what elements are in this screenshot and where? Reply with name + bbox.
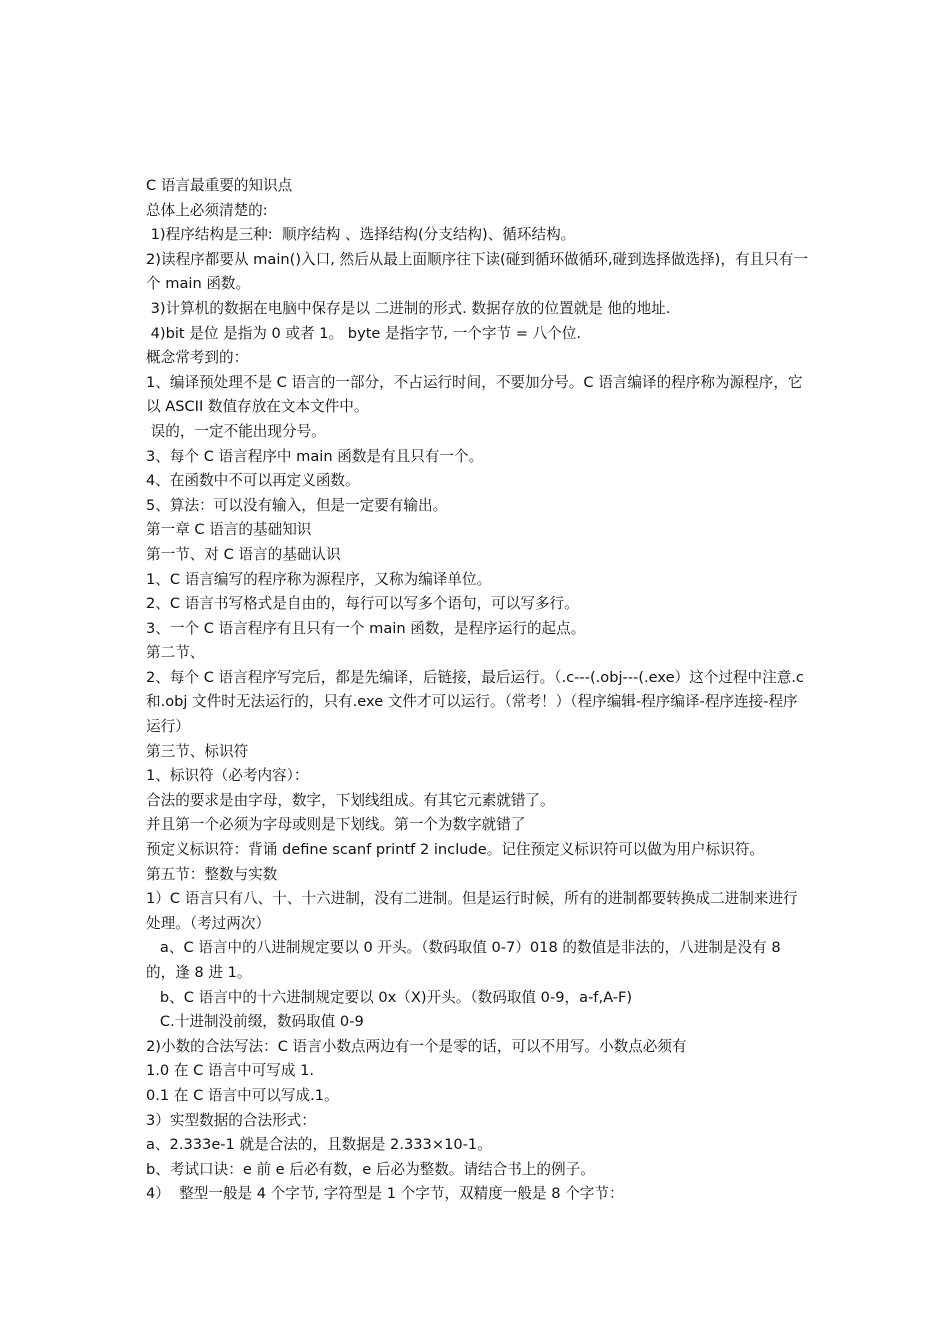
- doc-line: C.十进制没前缀，数码取值 0-9: [146, 1013, 364, 1031]
- doc-line: 3)计算机的数据在电脑中保存是以 二进制的形式. 数据存放的位置就是 他的地址.: [146, 299, 671, 317]
- doc-line: 1、C 语言编写的程序称为源程序，又称为编译单位。: [146, 570, 492, 588]
- doc-line: a、C 语言中的八进制规定要以 0 开头。（数码取值 0-7）018 的数值是非法的，八进制是没有 8 的，逢 8 进 1。: [146, 939, 786, 981]
- doc-line: b、C 语言中的十六进制规定要以 0x（X)开头。（数码取值 0-9，a-f,A-F): [146, 988, 633, 1006]
- doc-line: 2、C 语言书写格式是自由的，每行可以写多个语句，可以写多行。: [146, 595, 579, 613]
- doc-line: a、2.333e-1 就是合法的，且数据是 2.333×10-1。: [146, 1136, 492, 1154]
- doc-line: 2)小数的合法写法：C 语言小数点两边有一个是零的话，可以不用写。小数点必须有: [146, 1037, 687, 1055]
- doc-line: 3）实型数据的合法形式：: [146, 1111, 316, 1129]
- doc-line: 1、编译预处理不是 C 语言的一部分，不占运行时间，不要加分号。C 语言编译的程序称为源程序，它以 ASCII 数值存放在文本文件中。: [146, 373, 803, 416]
- doc-heading: 第一章 C 语言的基础知识: [146, 521, 312, 539]
- doc-line: 2)读程序都要从 main()入口, 然后从最上面顺序往下读(碰到循环做循环,碰到选择做选择)，有且只有一个 main 函数。: [146, 250, 808, 293]
- doc-line: 4） 整型一般是 4 个字节, 字符型是 1 个字节，双精度一般是 8 个字节：: [146, 1185, 624, 1203]
- doc-line: 并且第一个必须为字母或则是下划线。第一个为数字就错了: [146, 816, 526, 834]
- doc-line: 合法的要求是由字母，数字，下划线组成。有其它元素就错了。: [146, 791, 555, 809]
- doc-line: 4、在函数中不可以再定义函数。: [146, 472, 360, 490]
- doc-line: 3、每个 C 语言程序中 main 函数是有且只有一个。: [146, 447, 484, 465]
- doc-line: 误的，一定不能出现分号。: [146, 422, 326, 440]
- doc-line: 4)bit 是位 是指为 0 或者 1。 byte 是指字节, 一个字节 = 八个位.: [146, 324, 582, 342]
- document-body: [146, 174, 811, 1207]
- doc-heading: 第五节：整数与实数: [146, 865, 278, 883]
- doc-line: 总体上必须清楚的:: [146, 201, 268, 219]
- doc-line: 5、算法：可以没有输入，但是一定要有输出。: [146, 496, 448, 514]
- doc-heading: 概念常考到的：: [146, 349, 249, 367]
- doc-heading: 第一节、对 C 语言的基础认识: [146, 545, 341, 563]
- doc-line: 0.1 在 C 语言中可以写成.1。: [146, 1086, 339, 1104]
- doc-heading: 第二节、: [146, 644, 205, 662]
- doc-line: 3、一个 C 语言程序有且只有一个 main 函数，是程序运行的起点。: [146, 619, 586, 637]
- doc-title: C 语言最重要的知识点: [146, 177, 293, 194]
- doc-line: 2、每个 C 语言程序写完后，都是先编译，后链接，最后运行。（.c---(.obj---(.exe）这个过程中注意.c 和.obj 文件时无法运行的，只有.exe 文件才可以运行。（常考！）（程序编辑-程序编译-程序连接-程序运行）: [146, 668, 804, 736]
- doc-line: 1、标识符（必考内容）：: [146, 767, 309, 785]
- doc-line: 预定义标识符：背诵 define scanf printf 2 include。记住预定义标识符可以做为用户标识符。: [146, 841, 765, 859]
- doc-heading: 第三节、标识符: [146, 742, 249, 760]
- doc-line: 1)程序结构是三种: 顺序结构 、选择结构(分支结构)、循环结构。: [146, 226, 576, 244]
- doc-line: 1）C 语言只有八、十、十六进制，没有二进制。但是运行时候，所有的进制都要转换成二进制来进行处理。（考过两次）: [146, 890, 798, 932]
- doc-line: 1.0 在 C 语言中可写成 1.: [146, 1062, 315, 1080]
- doc-line: b、考试口诀：e 前 e 后必有数，e 后必为整数。请结合书上的例子。: [146, 1160, 595, 1178]
